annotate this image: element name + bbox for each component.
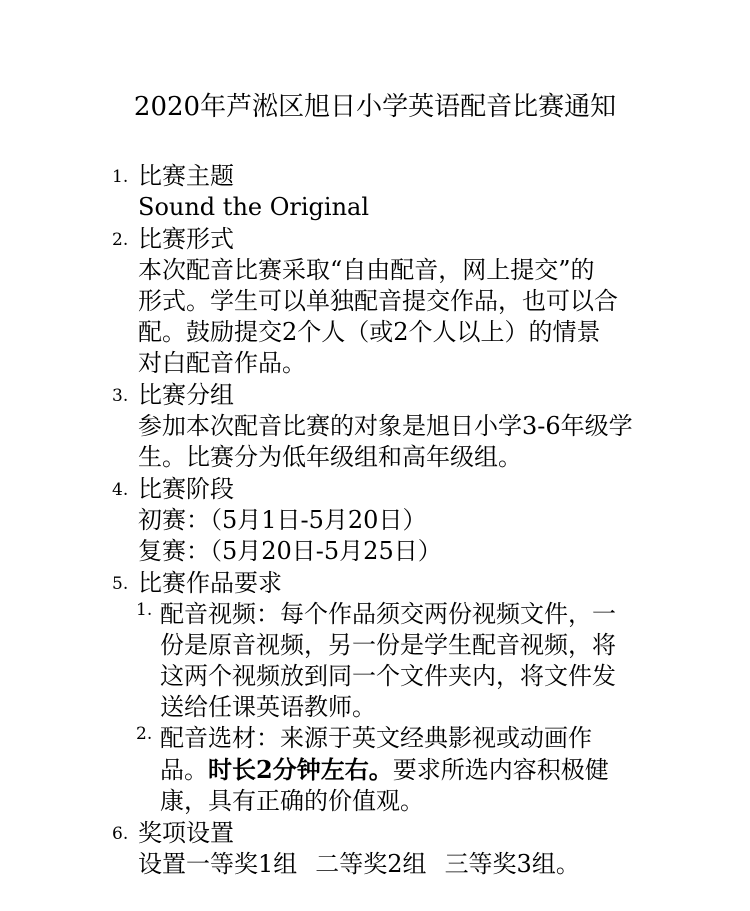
section-heading: 比赛分组 xyxy=(138,381,234,409)
section-number: 5. xyxy=(112,574,129,594)
section-awards xyxy=(112,817,642,880)
section-heading: 比赛形式 xyxy=(138,225,234,253)
section-number: 1. xyxy=(112,167,129,187)
award-third: 三等奖3组。 xyxy=(444,850,580,878)
section-stages xyxy=(112,473,642,567)
section-number: 6. xyxy=(112,824,129,844)
section-number: 4. xyxy=(112,480,129,500)
requirement-item xyxy=(136,599,642,723)
section-groups xyxy=(112,379,642,473)
requirement-number: 1. xyxy=(136,600,153,620)
theme-text: Sound the Original xyxy=(138,193,370,221)
stage-preliminary: 初赛：（5月1日-5月20日） xyxy=(138,506,427,534)
requirement-text: 配音视频：每个作品须交两份视频文件，一份是原音视频，另一份是学生配音视频，将这两个视频放到同一个文件夹内，将文件发送给任课英语教师。 xyxy=(160,600,616,721)
section-number: 3. xyxy=(112,386,129,406)
award-first: 设置一等奖1组 xyxy=(138,850,298,878)
section-theme xyxy=(112,160,642,223)
format-text: 本次配音比赛采取“自由配音，网上提交”的形式。学生可以单独配音提交作品，也可以合配。鼓励提交2个人（或2个人以上）的情景对白配音作品。 xyxy=(138,256,618,377)
document-title: 2020年芦淞区旭日小学英语配音比赛通知 xyxy=(133,92,617,122)
stage-final: 复赛：（5月20日-5月25日） xyxy=(138,537,442,565)
section-heading: 比赛作品要求 xyxy=(138,569,282,597)
section-heading: 比赛主题 xyxy=(138,162,234,190)
requirement-item xyxy=(136,723,642,817)
requirement-text xyxy=(160,723,636,817)
awards-text xyxy=(138,849,638,880)
section-format xyxy=(112,223,642,379)
requirement-text-start: 配音选材：来源于英文经典影视或动画作品。 xyxy=(160,724,592,784)
notice-list xyxy=(112,160,642,880)
section-heading: 比赛阶段 xyxy=(138,475,234,503)
requirement-text-end: 要求所选内容积极健康，具有正确的价值观。 xyxy=(160,756,609,815)
requirement-number: 2. xyxy=(136,724,153,744)
section-heading: 奖项设置 xyxy=(138,819,234,847)
award-second: 二等奖2组 xyxy=(315,850,427,878)
section-requirements xyxy=(112,567,642,817)
groups-text: 参加本次配音比赛的对象是旭日小学3-6年级学生。比赛分为低年级组和高年级组。 xyxy=(138,412,633,471)
requirement-duration: 时长2分钟左右。 xyxy=(208,755,393,784)
section-number: 2. xyxy=(112,230,129,250)
